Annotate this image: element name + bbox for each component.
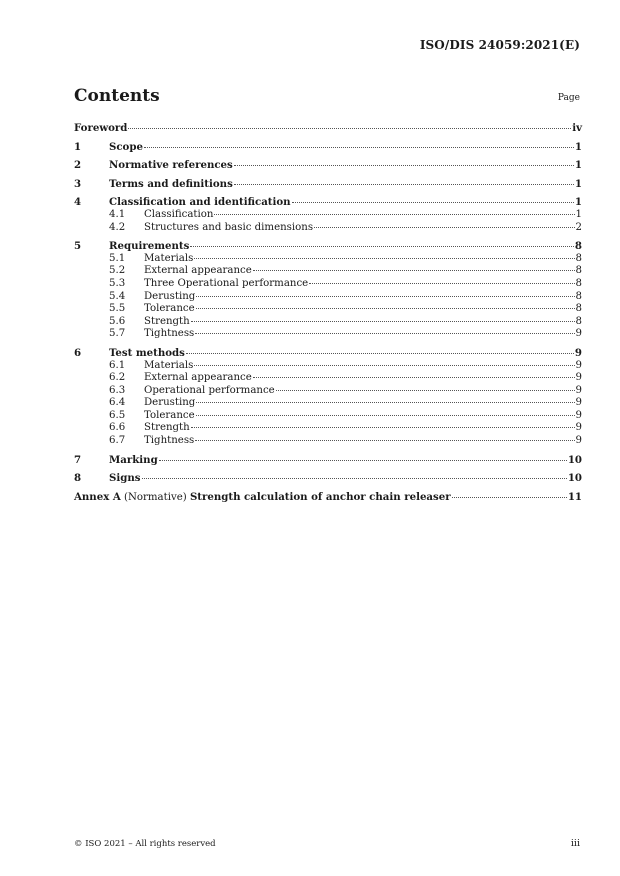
toc-page: 8 bbox=[575, 252, 582, 264]
toc-page: 9 bbox=[575, 422, 582, 434]
toc-leader bbox=[276, 390, 575, 391]
toc-title: Classification bbox=[144, 208, 214, 220]
toc-entry-requirements[interactable] bbox=[74, 240, 582, 253]
toc-page: 9 bbox=[574, 346, 582, 359]
toc-number: 1 bbox=[74, 140, 82, 153]
toc-number: 6.5 bbox=[109, 409, 126, 421]
toc-page: 9 bbox=[575, 384, 582, 396]
toc-title: Terms and definitions bbox=[109, 177, 233, 190]
toc-number: 8 bbox=[74, 472, 82, 485]
toc-title: Materials bbox=[144, 359, 194, 371]
toc-entry-scope[interactable] bbox=[74, 141, 582, 154]
toc-number: 2 bbox=[74, 159, 82, 172]
toc-leader bbox=[196, 308, 575, 309]
toc-page: 8 bbox=[575, 277, 582, 289]
toc-page: 9 bbox=[575, 359, 582, 371]
toc-leader bbox=[196, 402, 574, 403]
toc-entry-5-4[interactable] bbox=[74, 291, 582, 304]
toc-title: Tolerance bbox=[144, 409, 195, 421]
toc-entry-5-6[interactable] bbox=[74, 316, 582, 329]
toc-leader bbox=[194, 258, 574, 259]
toc-leader bbox=[314, 227, 574, 228]
toc-title: Marking bbox=[109, 453, 158, 466]
toc-title: Tightness bbox=[144, 328, 195, 340]
toc-number: 4.2 bbox=[109, 221, 126, 233]
toc-entry-5-1[interactable] bbox=[74, 253, 582, 266]
toc-title: Requirements bbox=[109, 240, 190, 253]
toc-page: 11 bbox=[567, 490, 582, 503]
toc-number: 4.1 bbox=[109, 208, 126, 220]
toc-title bbox=[74, 491, 451, 505]
toc-entry-4-2[interactable] bbox=[74, 222, 582, 235]
toc-title: Derusting bbox=[144, 397, 196, 409]
annex-label: Annex A bbox=[74, 490, 121, 503]
toc-number: 5.2 bbox=[109, 265, 126, 277]
toc-leader bbox=[234, 184, 574, 185]
toc-entry-5-7[interactable] bbox=[74, 328, 582, 341]
toc-entry-6-2[interactable] bbox=[74, 372, 582, 385]
toc-page: 8 bbox=[575, 290, 582, 302]
toc-leader bbox=[144, 147, 574, 148]
toc-leader bbox=[253, 270, 575, 271]
toc-leader bbox=[214, 214, 574, 215]
toc-entry-5-5[interactable] bbox=[74, 303, 582, 316]
toc-page: iv bbox=[572, 122, 582, 134]
toc-page: 10 bbox=[567, 472, 582, 485]
toc-entry-6-6[interactable] bbox=[74, 422, 582, 435]
toc-title: Materials bbox=[144, 252, 194, 264]
toc-title: Derusting bbox=[144, 290, 196, 302]
toc-number: 5.4 bbox=[109, 290, 126, 302]
toc-title: External appearance bbox=[144, 372, 252, 384]
document-id: ISO/DIS 24059:2021(E) bbox=[419, 38, 580, 52]
toc-number: 6.6 bbox=[109, 422, 126, 434]
toc-title: Tightness bbox=[144, 435, 195, 447]
toc-title: Tolerance bbox=[144, 303, 195, 315]
toc-title: Strength bbox=[144, 315, 190, 327]
toc-leader bbox=[195, 333, 574, 334]
toc-entry-6-7[interactable] bbox=[74, 435, 582, 448]
toc-page: 9 bbox=[575, 372, 582, 384]
toc-title: Classification and identification bbox=[109, 196, 291, 209]
toc-title: Test methods bbox=[109, 346, 185, 359]
toc-number: 5.3 bbox=[109, 277, 126, 289]
toc-leader bbox=[128, 128, 571, 129]
toc-leader bbox=[191, 321, 575, 322]
toc-leader bbox=[195, 440, 574, 441]
toc-page: 1 bbox=[574, 140, 582, 153]
toc-entry-test-methods[interactable] bbox=[74, 347, 582, 360]
annex-type: (Normative) bbox=[120, 491, 190, 503]
toc-title: Strength bbox=[144, 422, 190, 434]
toc-leader bbox=[159, 460, 567, 461]
toc-number: 6 bbox=[74, 346, 82, 359]
toc-entry-6-1[interactable] bbox=[74, 360, 582, 373]
toc-page: 1 bbox=[574, 159, 582, 172]
toc-page: 8 bbox=[575, 265, 582, 277]
toc-entry-signs[interactable] bbox=[74, 472, 582, 485]
toc-page: 1 bbox=[574, 177, 582, 190]
toc-page: 1 bbox=[574, 196, 582, 209]
toc-entry-annex-a[interactable] bbox=[74, 491, 582, 504]
annex-title: Strength calculation of anchor chain releaser bbox=[189, 490, 451, 503]
toc-entry-normative-references[interactable] bbox=[74, 159, 582, 172]
toc-entry-6-4[interactable] bbox=[74, 397, 582, 410]
toc-page: 9 bbox=[575, 409, 582, 421]
toc-number: 6.1 bbox=[109, 359, 126, 371]
toc-leader bbox=[190, 246, 574, 247]
page-number: iii bbox=[570, 838, 580, 849]
toc-number: 4 bbox=[74, 196, 82, 209]
toc-entry-5-2[interactable] bbox=[74, 265, 582, 278]
toc-title: External appearance bbox=[144, 265, 252, 277]
toc-leader bbox=[309, 283, 574, 284]
toc-page: 8 bbox=[574, 240, 582, 253]
toc-page: 2 bbox=[575, 221, 582, 233]
toc-title: Operational performance bbox=[144, 384, 275, 396]
page-column-label: Page bbox=[557, 93, 580, 103]
toc-leader bbox=[186, 353, 574, 354]
toc-number: 6.4 bbox=[109, 397, 126, 409]
toc-leader bbox=[452, 497, 567, 498]
table-of-contents bbox=[74, 122, 582, 503]
toc-title: Signs bbox=[109, 472, 141, 485]
toc-title: Normative references bbox=[109, 159, 233, 172]
toc-number: 6.3 bbox=[109, 384, 126, 396]
toc-number: 5.6 bbox=[109, 315, 126, 327]
toc-leader bbox=[234, 165, 574, 166]
toc-title: Scope bbox=[109, 140, 143, 153]
toc-entry-foreword[interactable] bbox=[74, 122, 582, 135]
toc-entry-6-3[interactable] bbox=[74, 385, 582, 398]
toc-leader bbox=[196, 296, 574, 297]
toc-title: Structures and basic dimensions bbox=[144, 221, 314, 233]
toc-number: 5 bbox=[74, 240, 82, 253]
toc-title: Foreword bbox=[74, 122, 128, 134]
toc-page: 10 bbox=[567, 453, 582, 466]
toc-leader bbox=[196, 415, 575, 416]
toc-entry-classification-and-identification[interactable] bbox=[74, 196, 582, 209]
toc-page: 9 bbox=[575, 397, 582, 409]
toc-number: 5.7 bbox=[109, 328, 126, 340]
toc-entry-5-3[interactable] bbox=[74, 278, 582, 291]
toc-number: 5.5 bbox=[109, 303, 126, 315]
toc-leader bbox=[191, 427, 575, 428]
contents-title: Contents bbox=[74, 86, 160, 106]
toc-entry-marking[interactable] bbox=[74, 454, 582, 467]
toc-entry-terms-and-definitions[interactable] bbox=[74, 178, 582, 191]
toc-number: 6.2 bbox=[109, 372, 126, 384]
toc-title: Three Operational performance bbox=[144, 277, 309, 289]
toc-number: 5.1 bbox=[109, 252, 126, 264]
toc-number: 3 bbox=[74, 177, 82, 190]
toc-leader bbox=[142, 478, 567, 479]
toc-number: 7 bbox=[74, 453, 82, 466]
toc-page: 9 bbox=[575, 435, 582, 447]
toc-leader bbox=[253, 377, 575, 378]
toc-entry-4-1[interactable] bbox=[74, 209, 582, 222]
copyright-notice: © ISO 2021 – All rights reserved bbox=[74, 839, 216, 849]
toc-leader bbox=[292, 202, 574, 203]
toc-page: 9 bbox=[575, 328, 582, 340]
toc-number: 6.7 bbox=[109, 435, 126, 447]
toc-entry-6-5[interactable] bbox=[74, 410, 582, 423]
toc-page: 8 bbox=[575, 303, 582, 315]
toc-page: 1 bbox=[575, 208, 582, 220]
toc-page: 8 bbox=[575, 315, 582, 327]
toc-leader bbox=[194, 365, 574, 366]
